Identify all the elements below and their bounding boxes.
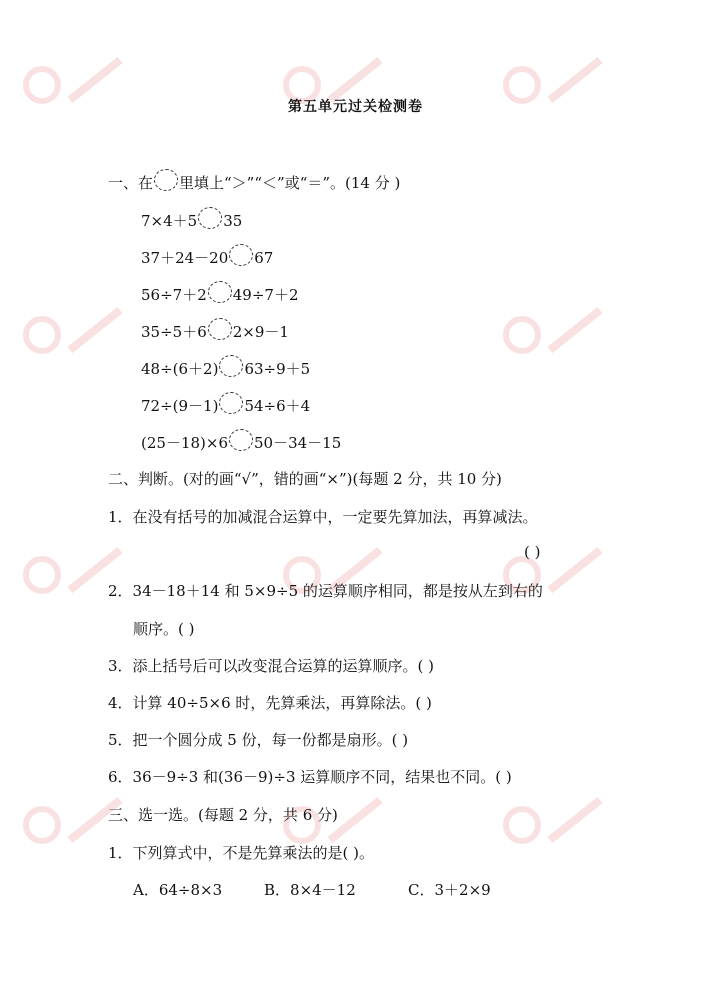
watermark-logo bbox=[500, 790, 620, 860]
compare-left: 72÷(9－1) bbox=[141, 397, 219, 415]
answer-circle[interactable] bbox=[219, 392, 243, 414]
answer-circle[interactable] bbox=[154, 169, 178, 191]
compare-item bbox=[141, 210, 242, 233]
watermark-logo bbox=[500, 300, 620, 370]
compare-right: 63÷9＋5 bbox=[244, 360, 311, 378]
judge-question-6: 6．36－9÷3 和(36－9)÷3 运算顺序不同，结果也不同。( ) bbox=[108, 768, 512, 786]
judge-question-2: 2．34－18＋14 和 5×9÷5 的运算顺序相同，都是按从左到右的 bbox=[108, 582, 543, 600]
section1-heading bbox=[108, 172, 400, 195]
compare-right: 2×9－1 bbox=[232, 323, 289, 341]
section3-heading: 三、选一选。(每题 2 分，共 6 分) bbox=[108, 806, 338, 824]
judge-question-3: 3．添上括号后可以改变混合运算的运算顺序。( ) bbox=[108, 657, 435, 675]
judge-question-5: 5．把一个圆分成 5 份，每一份都是扇形。( ) bbox=[108, 731, 409, 749]
choice-option-b[interactable]: B．8×4－12 bbox=[264, 881, 356, 899]
judge-answer-1[interactable]: ( ) bbox=[524, 543, 541, 561]
judge-question-1: 1．在没有括号的加减混合运算中，一定要先算加法，再算减法。 bbox=[108, 508, 538, 526]
page-title: 第五单元过关检测卷 bbox=[288, 99, 423, 115]
answer-circle[interactable] bbox=[229, 429, 253, 451]
compare-left: 37＋24－20 bbox=[141, 249, 229, 267]
compare-right: 49÷7＋2 bbox=[232, 286, 299, 304]
compare-item bbox=[141, 432, 341, 455]
compare-left: 56÷7＋2 bbox=[141, 286, 207, 304]
section2-heading: 二、判断。(对的画“√”，错的画“×”)(每题 2 分，共 10 分) bbox=[108, 470, 502, 488]
compare-right: 54÷6＋4 bbox=[244, 397, 311, 415]
compare-right: 35 bbox=[223, 212, 243, 230]
compare-left: 35÷5＋6 bbox=[141, 323, 207, 341]
compare-item bbox=[141, 321, 289, 344]
compare-item bbox=[141, 358, 310, 381]
compare-item bbox=[141, 395, 310, 418]
judge-question-4: 4．计算 40÷5×6 时，先算乘法，再算除法。( ) bbox=[108, 694, 432, 712]
answer-circle[interactable] bbox=[219, 355, 243, 377]
compare-left: 48÷(6＋2) bbox=[141, 360, 219, 378]
choice-question-1: 1．下列算式中，不是先算乘法的是( )。 bbox=[108, 844, 375, 862]
watermark-logo bbox=[20, 300, 140, 370]
choice-option-c[interactable]: C．3＋2×9 bbox=[408, 881, 491, 899]
section1-heading-post: 里填上“＞”“＜”或“＝”。(14 分 ) bbox=[179, 174, 401, 192]
answer-circle[interactable] bbox=[208, 281, 232, 303]
compare-item bbox=[141, 284, 299, 307]
compare-right: 67 bbox=[254, 249, 274, 267]
compare-right: 50－34－15 bbox=[254, 434, 342, 452]
compare-item bbox=[141, 247, 273, 270]
section1-heading-pre: 一、在 bbox=[108, 174, 154, 192]
answer-circle[interactable] bbox=[208, 318, 232, 340]
judge-question-2-cont: 顺序。( ) bbox=[133, 620, 195, 638]
answer-circle[interactable] bbox=[198, 207, 222, 229]
compare-left: (25－18)×6 bbox=[141, 434, 228, 452]
choice-option-a[interactable]: A．64÷8×3 bbox=[133, 881, 223, 899]
compare-left: 7×4＋5 bbox=[141, 212, 198, 230]
answer-circle[interactable] bbox=[229, 244, 253, 266]
